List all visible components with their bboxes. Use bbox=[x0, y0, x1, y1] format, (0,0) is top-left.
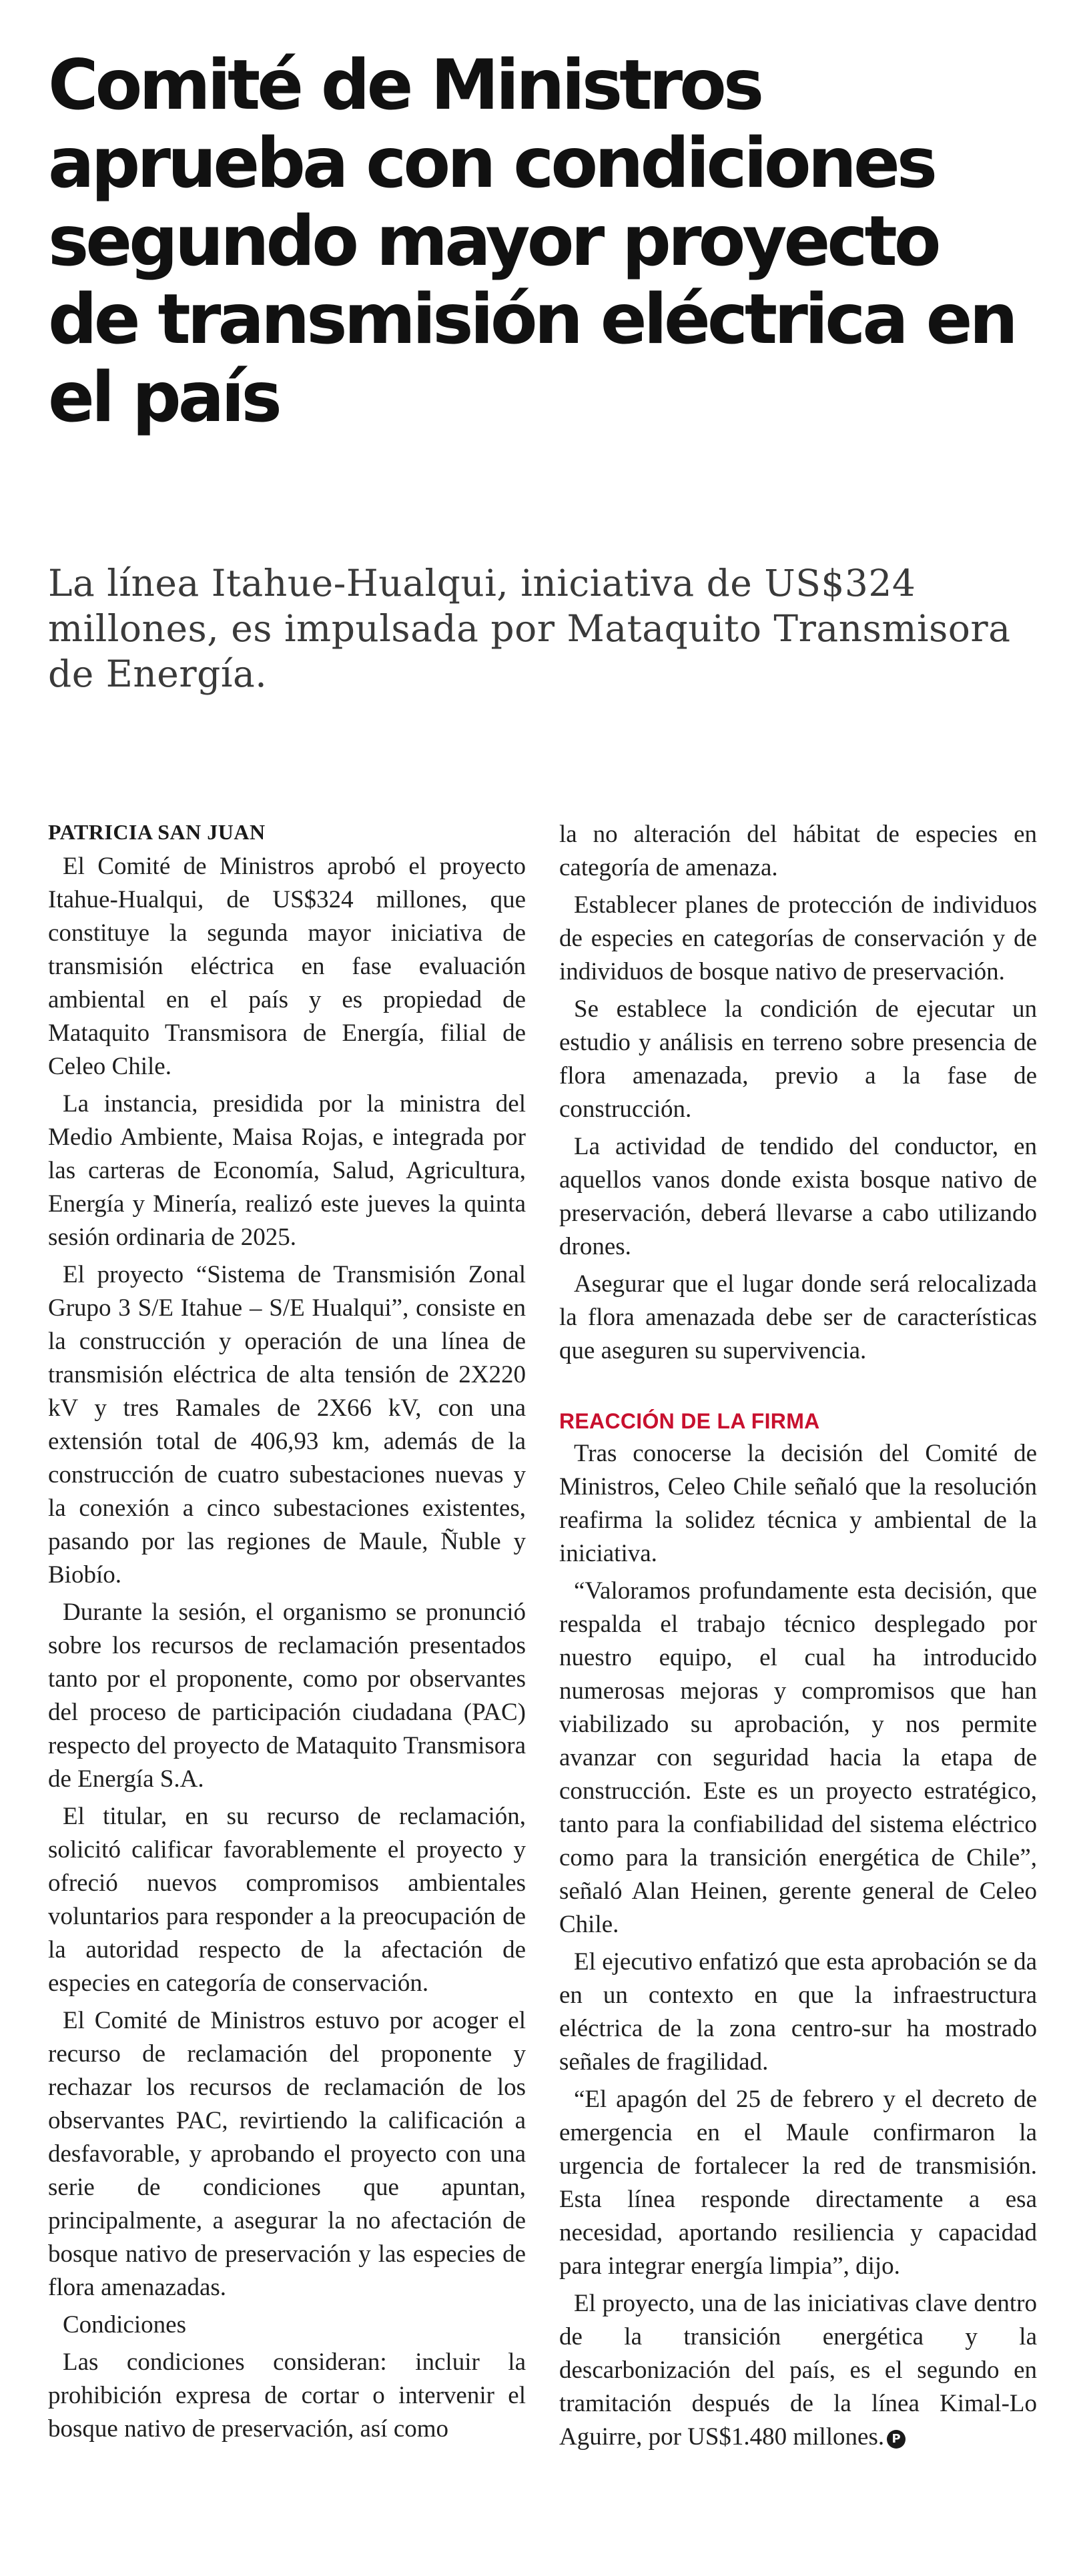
deck-subtitle: La línea Itahue-Hualqui, iniciativa de US$324 millones, es impulsada por Mataquito Transmisora de Energía. bbox=[48, 562, 1011, 695]
end-mark-icon: P bbox=[887, 2430, 906, 2449]
paragraph: la no alteración del hábitat de especies en categoría de amenaza. bbox=[559, 821, 1037, 881]
paragraph-last bbox=[559, 2287, 1037, 2454]
paragraph: Se establece la condición de ejecutar un estudio y análisis en terreno sobre presencia de flora amenazada, previo a la fase de construcción. bbox=[559, 995, 1037, 1123]
paragraph: Durante la sesión, el organismo se pronunció sobre los recursos de reclamación presentados tanto por el proponente, como por observantes del proceso de participación ciudadana (PAC) respecto del proyecto de Mataquito Transmisora de Energía S.A. bbox=[48, 1599, 526, 1793]
byline: PATRICIA SAN JUAN bbox=[48, 820, 266, 844]
headline: Comité de Ministros aprueba con condiciones segundo mayor proyecto de transmisión eléctrica en el país bbox=[48, 45, 1015, 438]
section-label-condiciones: Condiciones bbox=[63, 2311, 186, 2338]
paragraph: Tras conocerse la decisión del Comité de Ministros, Celeo Chile señaló que la resolución reafirma la solidez técnica y ambiental de la iniciativa. bbox=[559, 1440, 1037, 1567]
paragraph: La actividad de tendido del conductor, en aquellos vanos donde exista bosque nativo de preservación, deberá llevarse a cabo utilizando drones. bbox=[559, 1133, 1037, 1260]
subhead-reaccion: REACCIÓN DE LA FIRMA bbox=[559, 1409, 820, 1433]
column-left bbox=[48, 818, 526, 2450]
paragraph: Asegurar que el lugar donde será relocalizada la flora amenazada debe ser de características que aseguren su supervivencia. bbox=[559, 1270, 1037, 1364]
paragraph: “El apagón del 25 de febrero y el decreto de emergencia en el Maule confirmaron la urgencia de fortalecer la red de transmisión. Esta línea responde directamente a esa necesidad, aportando resiliencia y capacidad para integrar energía limpia”, dijo. bbox=[559, 2086, 1037, 2280]
paragraph: El Comité de Ministros aprobó el proyecto Itahue-Hualqui, de US$324 millones, que constituye la segunda mayor iniciativa de transmisión eléctrica en fase evaluación ambiental en el país y es propiedad de Mataquito Transmisora de Energía, filial de Celeo Chile. bbox=[48, 853, 526, 1080]
paragraph: El titular, en su recurso de reclamación, solicitó calificar favorablemente el proyecto y ofreció nuevos compromisos ambientales voluntarios para responder a la preocupación de la autoridad respecto de la afectación de especies en categoría de conservación. bbox=[48, 1803, 526, 1997]
paragraph-text: El proyecto, una de las iniciativas clave dentro de la transición energética y la descarbonización del país, es el segundo en tramitación después de la línea Kimal-Lo Aguirre, por US$1.480 millones. bbox=[559, 2290, 1037, 2451]
paragraph: “Valoramos profundamente esta decisión, que respalda el trabajo técnico desplegado por nuestro equipo, el cual ha introducido numerosas mejoras y compromisos que han viabilizado su aprobación, y nos permite avanzar con seguridad hacia la etapa de construcción. Este es un proyecto estratégico, tanto para la confiabilidad del sistema eléctrico como para la transición energética de Chile”, señaló Alan Heinen, gerente general de Celeo Chile. bbox=[559, 1577, 1037, 1938]
paragraph: Establecer planes de protección de individuos de especies en categorías de conservación y de individuos de bosque nativo de preservación. bbox=[559, 891, 1037, 985]
paragraph: El Comité de Ministros estuvo por acoger el recurso de reclamación del proponente y rechazar los recursos de reclamación de los observantes PAC, revirtiendo la calificación a desfavorable, y aprobando el proyecto con una serie de condiciones que apuntan, principalmente, a asegurar la no afectación de bosque nativo de preservación y las especies de flora amenazadas. bbox=[48, 2007, 526, 2301]
paragraph: Las condiciones consideran: incluir la prohibición expresa de cortar o intervenir el bosque nativo de preservación, así como bbox=[48, 2348, 526, 2443]
paragraph: El ejecutivo enfatizó que esta aprobación se da en un contexto en que la infraestructura eléctrica de la zona centro-sur ha mostrado señales de fragilidad. bbox=[559, 1948, 1037, 2076]
paragraph: El proyecto “Sistema de Transmisión Zonal Grupo 3 S/E Itahue – S/E Hualqui”, consiste en la construcción y operación de una línea de transmisión eléctrica de alta tensión de 2X220 kV y tres Ramales de 2X66 kV, con una extensión total de 406,93 km, además de la construcción de cuatro subestaciones nuevas y la conexión a cinco subestaciones existentes, pasando por las regiones de Maule, Ñuble y Biobío. bbox=[48, 1261, 526, 1589]
paragraph: La instancia, presidida por la ministra del Medio Ambiente, Maisa Rojas, e integrada por las carteras de Economía, Salud, Agricultura, Energía y Minería, realizó este jueves la quinta sesión ordinaria de 2025. bbox=[48, 1090, 526, 1251]
column-right bbox=[559, 818, 1037, 2458]
